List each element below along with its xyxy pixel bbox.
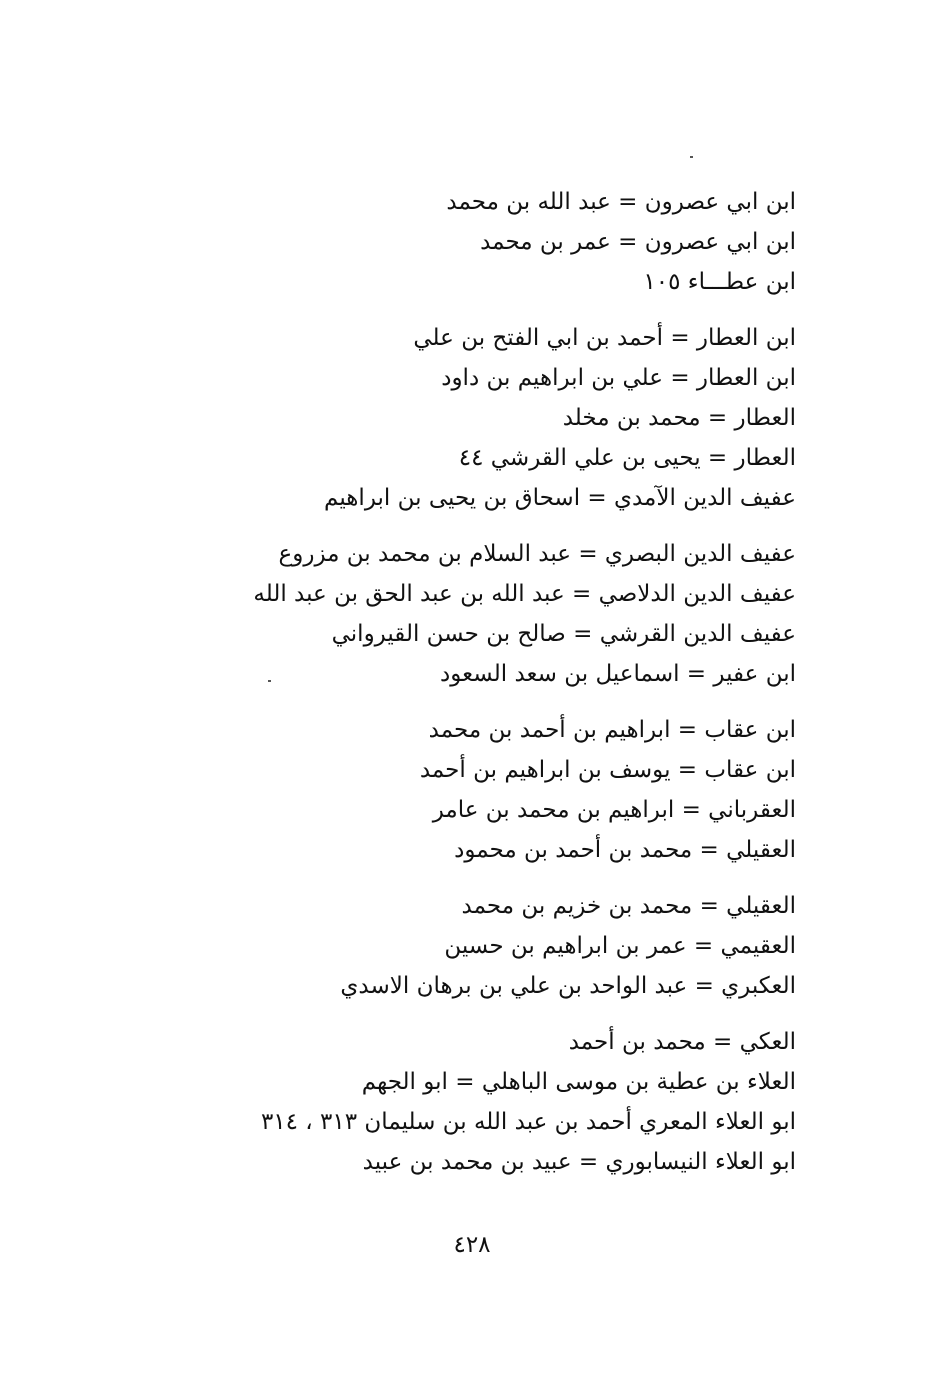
index-entry: العطار = محمد بن مخلد: [562, 405, 796, 431]
print-speck: [690, 156, 693, 158]
index-entry: ابن عفير = اسماعيل بن سعد السعود: [440, 661, 796, 687]
index-entry: العطار = يحيى بن علي القرشي ٤٤: [458, 445, 796, 471]
index-entry: عفيف الدين الآمدي = اسحاق بن يحيى بن ابراهيم: [324, 485, 796, 511]
index-entry: العقيلي = محمد بن خزيم بن محمد: [461, 893, 796, 919]
index-entry: العقيلي = محمد بن أحمد بن محمود: [454, 837, 796, 863]
index-entry: ابن ابي عصرون = عبد الله بن محمد: [446, 189, 796, 215]
index-entry: العكي = محمد بن أحمد: [568, 1029, 796, 1055]
index-entry: ابن عقاب = يوسف بن ابراهيم بن أحمد: [419, 757, 796, 783]
index-entry: عفيف الدين الدلاصي = عبد الله بن عبد الحق بن عبد الله: [253, 581, 796, 607]
index-entry: عفيف الدين البصري = عبد السلام بن محمد بن مزروع: [278, 541, 796, 567]
index-entry: ابو العلاء النيسابوري = عبيد بن محمد بن عبيد: [362, 1149, 796, 1175]
index-entry: ابن عقاب = ابراهيم بن أحمد بن محمد: [428, 717, 796, 743]
index-entry: العكبري = عبد الواحد بن علي بن برهان الاسدي: [340, 973, 796, 999]
index-list: [156, 182, 796, 1182]
index-entry: ابو العلاء المعري أحمد بن عبد الله بن سليمان ٣١٣ ، ٣١٤: [260, 1109, 796, 1135]
index-entry: ابن العطار = أحمد بن ابي الفتح بن علي: [413, 325, 796, 351]
index-entry: العقيمي = عمر بن ابراهيم بن حسين: [444, 933, 796, 959]
index-entry: ابن عطـــاء ١٠٥: [643, 269, 796, 295]
index-entry: ابن ابي عصرون = عمر بن محمد: [480, 229, 796, 255]
index-entry: عفيف الدين القرشي = صالح بن حسن القيرواني: [331, 621, 796, 647]
index-entry: العقرباني = ابراهيم بن محمد بن عامر: [432, 797, 796, 823]
index-entry: ابن العطار = علي بن ابراهيم بن داود: [441, 365, 796, 391]
page-number: ٤٢٨: [453, 1232, 491, 1258]
index-entry: العلاء بن عطية بن موسى الباهلي = ابو الجهم: [361, 1069, 796, 1095]
